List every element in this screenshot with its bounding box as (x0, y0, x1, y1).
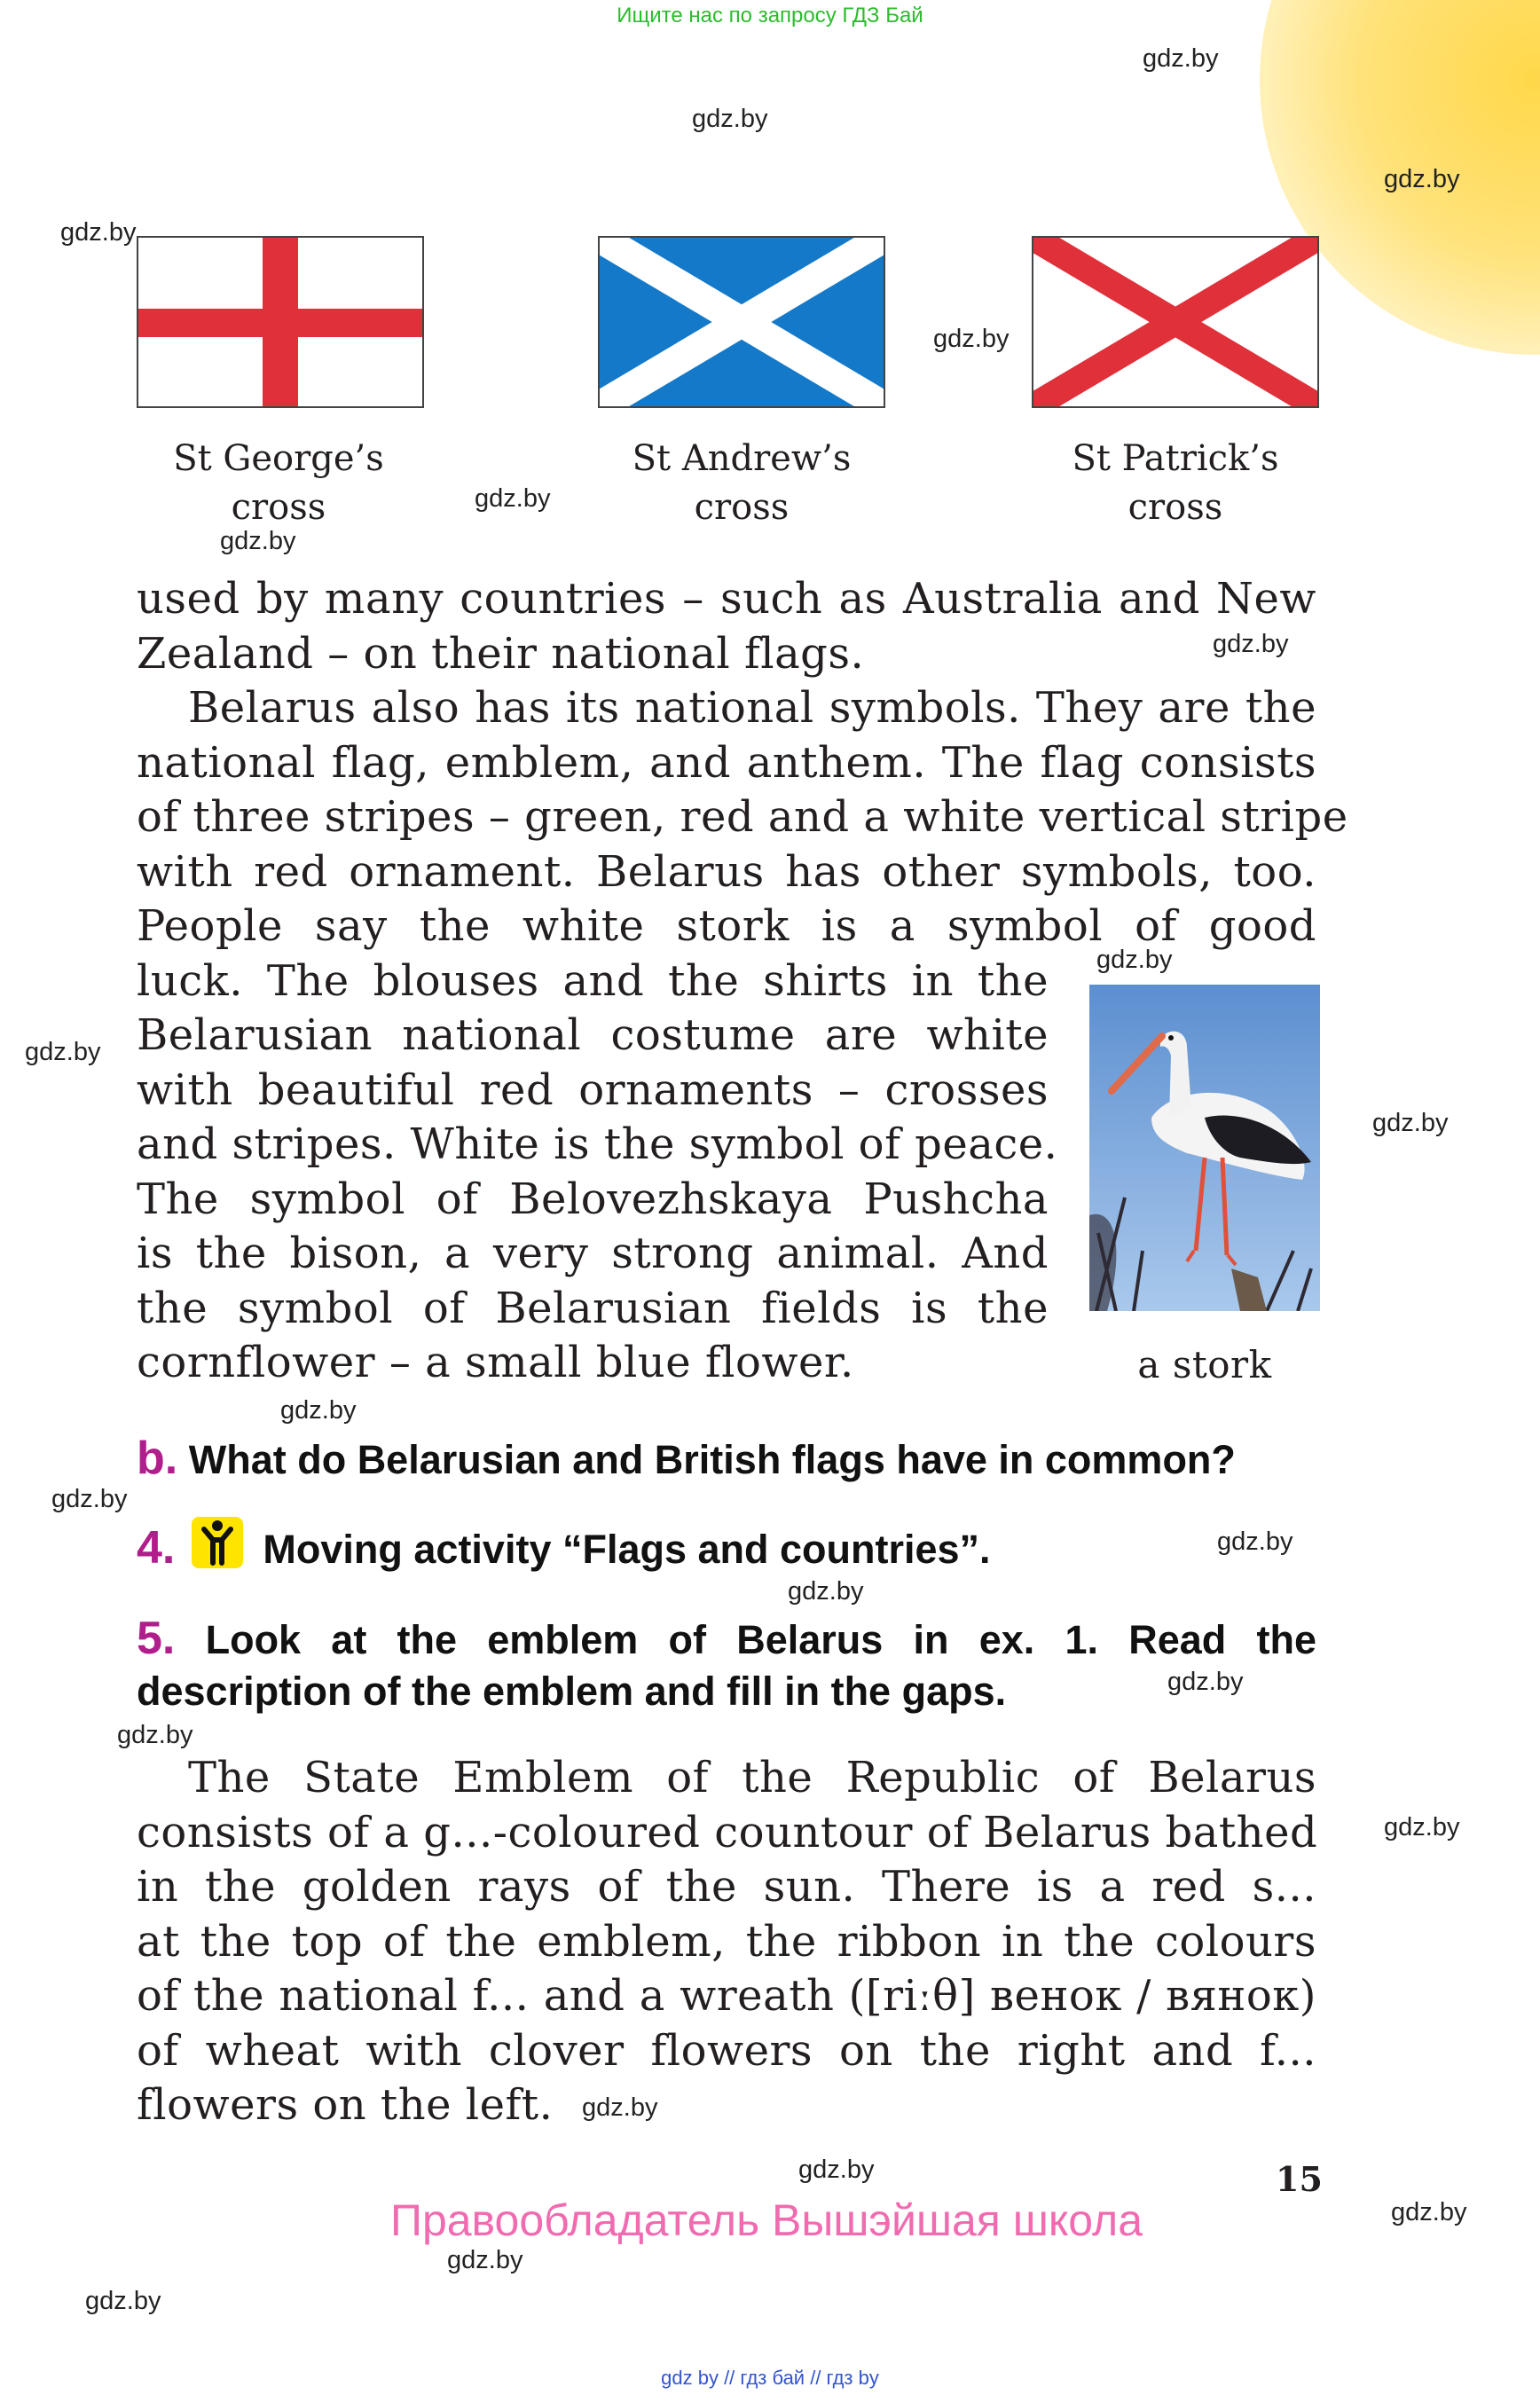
text-line: the symbol of Belarusian fields is the (137, 1283, 1049, 1333)
text-line: national flag, emblem, and anthem. The flag consists (137, 737, 1316, 788)
text-line: The symbol of Belovezhskaya Pushcha (137, 1174, 1049, 1224)
task-label: 4. (137, 1522, 176, 1574)
task-text: Moving activity “Flags and countries”. (263, 1527, 991, 1572)
text-line: Belarus also has its national symbols. They are the (188, 683, 1316, 733)
top-banner[interactable]: Ищите нас по запросу ГДЗ Бай (617, 4, 923, 27)
task-text: What do Belarusian and British flags have in common? (188, 1437, 1236, 1482)
watermark: gdz.by (117, 1721, 193, 1749)
st-patrick-cross-flag (1032, 236, 1319, 408)
watermark: gdz.by (25, 1038, 101, 1066)
watermark: gdz.by (1384, 1813, 1460, 1842)
watermark: gdz.by (1217, 1527, 1293, 1556)
flag-cross-horizontal (138, 309, 422, 337)
caption-line: St Andrew’s (632, 438, 852, 479)
watermark: gdz.by (933, 325, 1010, 353)
text-line: flowers on the left. (137, 2080, 554, 2130)
text-line: with beautiful red ornaments – crosses (137, 1064, 1049, 1115)
caption-line: cross (231, 487, 326, 528)
watermark: gdz.by (798, 2156, 875, 2184)
watermark: gdz.by (1372, 1109, 1449, 1137)
watermark: gdz.by (692, 105, 768, 133)
intro-paragraph (137, 572, 1316, 681)
task-b (137, 1432, 1236, 1485)
task-5-line-1 (137, 1613, 1316, 1666)
task-text: Look at the emblem of Belarus in ex. 1. Read the (205, 1617, 1316, 1662)
st-patrick-caption (989, 435, 1362, 532)
text-line: Zealand – on their national flags. (137, 628, 865, 679)
text-line: People say the white stork is a symbol of good (137, 901, 1316, 951)
text-line: is the bison, a very strong animal. And (137, 1229, 1049, 1278)
stork-photo (1089, 985, 1320, 1311)
task-4 (137, 1517, 991, 1575)
watermark: gdz.by (582, 2093, 658, 2122)
text-line: The State Emblem of the Republic of Belarus (188, 1753, 1316, 1802)
watermark: gdz.by (1096, 946, 1173, 974)
stork-caption: a stork (1137, 1343, 1272, 1386)
rights-holder: Правообладатель Вышэйшая школа (390, 2195, 1143, 2245)
text-line: consists of a g...-coloured countour of Belarus bathed (137, 1807, 1318, 1857)
watermark: gdz.by (447, 2246, 523, 2274)
moving-activity-icon (192, 1517, 243, 1568)
text-line: in the golden rays of the sun. There is a red s... (137, 1862, 1316, 1912)
text-line: Belarusian national costume are white (137, 1010, 1049, 1060)
task-5 (137, 1613, 1316, 1717)
watermark: gdz.by (1391, 2198, 1467, 2226)
watermark: gdz.by (1143, 44, 1219, 73)
text-line: used by many countries – such as Australia and New (137, 574, 1316, 624)
st-andrew-cross-flag (598, 236, 885, 408)
task-label: 5. (137, 1613, 176, 1664)
st-andrew-caption (555, 435, 928, 532)
caption-line: St George’s (173, 438, 384, 479)
text-line: cornflower – a small blue flower. (137, 1338, 854, 1387)
text-line: with red ornament. Belarus has other symbols, too. (137, 846, 1316, 897)
task-label: b. (137, 1433, 178, 1484)
watermark: gdz.by (788, 1577, 864, 1606)
text-line: of three stripes – green, red and a white vertical stripe (137, 792, 1348, 842)
text-line: of wheat with clover flowers on the right and f... (137, 2025, 1316, 2076)
emblem-paragraph (137, 1751, 1316, 2133)
st-george-caption (92, 435, 465, 532)
watermark: gdz.by (280, 1396, 357, 1425)
caption-line: cross (694, 487, 790, 528)
watermark: gdz.by (60, 218, 137, 247)
text-line: and stripes. White is the symbol of peace. (137, 1119, 1058, 1169)
watermark: gdz.by (85, 2287, 161, 2315)
task-5-line-2: description of the emblem and fill in the gaps. (137, 1669, 1007, 1714)
watermark: gdz.by (1384, 165, 1460, 193)
page-number: 15 (1276, 2159, 1323, 2199)
watermark: gdz.by (1213, 630, 1289, 658)
caption-line: cross (1128, 487, 1223, 528)
footer-links[interactable]: gdz by // гдз бай // гдз by (661, 2367, 879, 2389)
watermark: gdz.by (1167, 1668, 1244, 1696)
watermark: gdz.by (220, 527, 296, 555)
watermark: gdz.by (475, 484, 551, 513)
caption-line: St Patrick’s (1072, 438, 1279, 479)
text-line: of the national f... and a wreath ([riːθ] венок / вянок) (137, 1971, 1316, 2021)
text-line: at the top of the emblem, the ribbon in the colours (137, 1916, 1316, 1967)
st-george-cross-flag (137, 236, 424, 408)
text-line: luck. The blouses and the shirts in the (137, 955, 1049, 1006)
watermark: gdz.by (51, 1485, 128, 1513)
